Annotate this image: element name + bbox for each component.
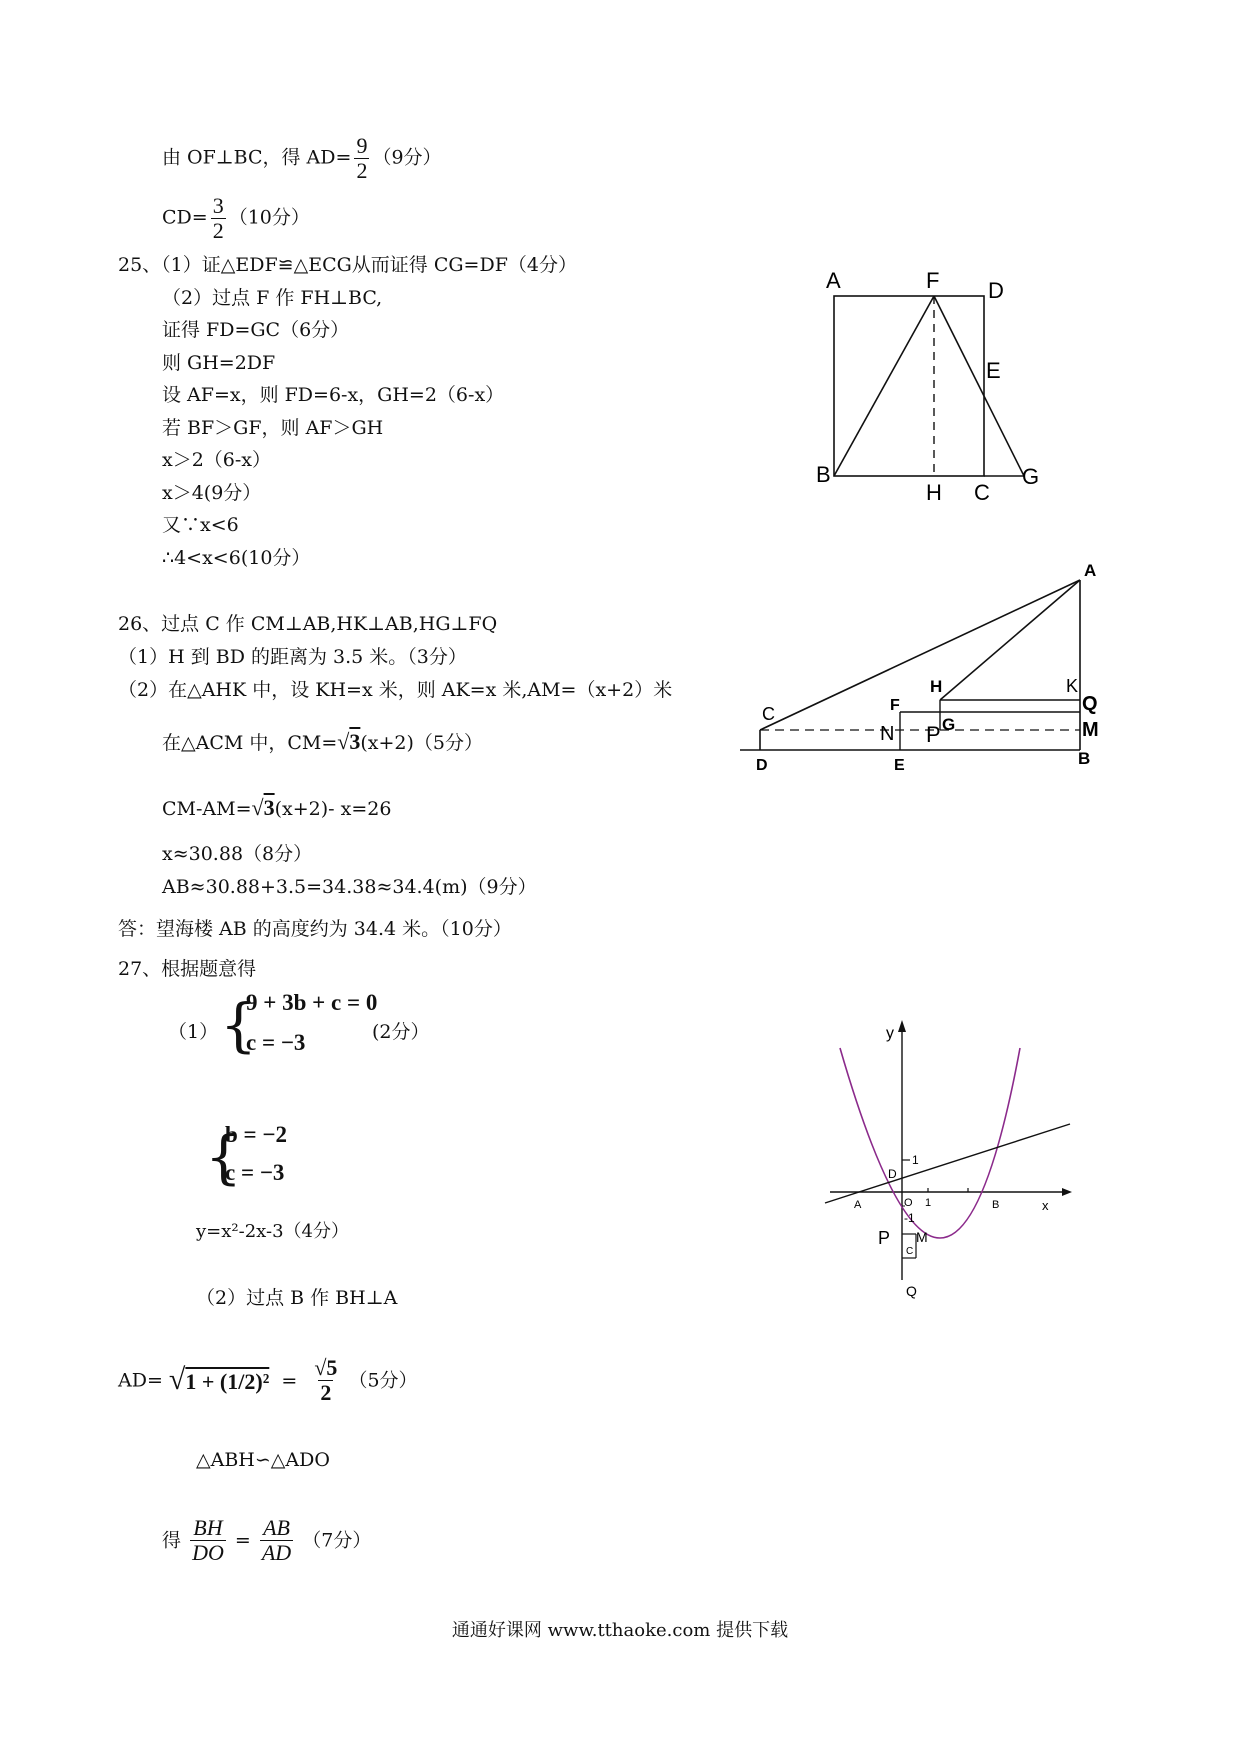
label-g: G (1022, 464, 1040, 489)
q26-line-6: x≈30.88（8分） (162, 843, 313, 865)
label-m: M (916, 1229, 928, 1245)
label-y-minus1: -1 (904, 1211, 915, 1225)
text: 在△ACM 中，CM= (162, 732, 338, 754)
label-m: M (1082, 719, 1099, 741)
q27-line-7 (162, 1516, 371, 1565)
label-y-1: 1 (912, 1153, 919, 1167)
denominator: 2 (320, 1380, 332, 1405)
q26-line-4 (162, 730, 483, 755)
numerator: √5 (314, 1355, 338, 1380)
label-o: O (904, 1197, 913, 1209)
fraction-ab-ad (260, 1516, 293, 1565)
numerator: AB (263, 1515, 290, 1540)
label-b: B (816, 462, 831, 487)
label-d: D (756, 757, 768, 774)
q27-part1-score: (2分） (372, 1021, 430, 1043)
label-k: K (1066, 676, 1079, 696)
left-brace: { (220, 991, 257, 1059)
label-c: C (762, 704, 775, 724)
denominator: DO (192, 1540, 224, 1565)
text: CM-AM= (162, 798, 252, 820)
q25-line-1: 25、（1）证△EDF≌△ECG从而证得 CG=DF（4分） (118, 254, 577, 276)
left-brace: { (205, 1123, 242, 1191)
numerator: 9 (356, 133, 368, 158)
fraction-sqrt5-2 (312, 1356, 339, 1405)
segment-ca (760, 580, 1080, 730)
text: （7分） (302, 1529, 372, 1552)
segment-fg (934, 296, 1024, 476)
q25-line-8: x＞4(9分） (162, 482, 262, 504)
sqrt-expression: √1 + (1/2)² (168, 1362, 270, 1396)
q26-line-8: 答：望海楼 AB 的高度约为 34.4 米。（10分） (118, 918, 512, 940)
label-p: P (878, 1228, 891, 1248)
equation-row-2: c = −3 (246, 1030, 306, 1055)
text: 得 (162, 1529, 182, 1552)
sqrt-3: √3 (337, 729, 361, 754)
square-abcd (834, 296, 984, 476)
label-f: F (926, 268, 940, 293)
label-e: E (894, 757, 905, 774)
q27-part1-label: （1） (168, 1021, 219, 1043)
label-x: x (1042, 1198, 1049, 1213)
text: CD= (162, 206, 208, 229)
q25-line-4: 则 GH=2DF (162, 352, 276, 374)
equation-system-2 (205, 1122, 325, 1202)
segment-bf (834, 296, 934, 476)
text: （9分） (372, 146, 442, 169)
label-f: F (890, 697, 900, 714)
radicand: 3 (263, 795, 275, 820)
label-c: C (906, 1246, 914, 1257)
text: (x+2)- x=26 (274, 798, 392, 820)
q25-line-10: ∴4<x<6(10分） (162, 547, 311, 569)
q26-line-5 (162, 796, 391, 821)
q26-line-2: （1）H 到 BD 的距离为 3.5 米。（3分） (118, 646, 467, 668)
page-footer: 通通好课网 www.tthaoke.com 提供下载 (451, 1620, 789, 1641)
label-b: B (992, 1199, 1000, 1211)
line-ad (162, 134, 442, 183)
radicand: 1 + (1/2)² (185, 1368, 270, 1394)
text: （5分） (348, 1369, 418, 1392)
segment-ha (940, 580, 1080, 700)
label-y: y (886, 1025, 894, 1042)
numerator: BH (193, 1515, 223, 1540)
fraction-bh-do (190, 1516, 226, 1565)
label-p: P (926, 722, 941, 747)
label-x-1: 1 (925, 1197, 932, 1209)
text: (x+2)（5分） (360, 732, 483, 754)
radicand: 3 (349, 729, 361, 754)
label-q: Q (1082, 693, 1098, 715)
label-n: N (880, 723, 895, 745)
q25-line-9: 又∵x<6 (162, 514, 239, 536)
label-q: Q (906, 1283, 917, 1299)
equation-row-2: c = −3 (225, 1160, 285, 1185)
x-axis-arrow (1062, 1188, 1072, 1196)
q25-line-3: 证得 FD=GC（6分） (162, 319, 350, 341)
denominator: 2 (212, 218, 224, 243)
fraction-9-2 (354, 134, 369, 183)
q27-line-1: 27、根据题意得 (118, 958, 257, 980)
numerator: 3 (212, 193, 224, 218)
label-a: A (854, 1199, 862, 1211)
denominator: AD (261, 1540, 292, 1565)
equation-row-1: 9 + 3b + c = 0 (246, 990, 378, 1015)
label-g: G (942, 715, 956, 734)
q27-line-4: （2）过点 B 作 BH⊥A (196, 1287, 398, 1309)
label-h: H (926, 480, 942, 502)
label-a: A (826, 268, 841, 293)
fraction-3-2 (211, 194, 226, 243)
text: （10分） (228, 206, 310, 229)
q25-line-5: 设 AF=x，则 FD=6-x，GH=2（6-x） (162, 384, 505, 406)
label-c: C (974, 480, 990, 502)
q26-line-1: 26、过点 C 作 CM⊥AB,HK⊥AB,HG⊥FQ (118, 613, 498, 635)
equation-row-1: b = −2 (225, 1122, 288, 1147)
label-d: D (988, 278, 1004, 303)
line-cd (162, 194, 310, 243)
figure-26-tower-diagram (740, 560, 1110, 780)
line-ad (825, 1124, 1070, 1203)
label-a: A (1084, 561, 1097, 580)
q25-line-7: x＞2（6-x） (162, 449, 272, 471)
q26-line-3: （2）在△AHK 中，设 KH=x 米，则 AK=x 米,AM=（x+2）米 (118, 679, 673, 701)
q25-line-6: 若 BF＞GF，则 AF＞GH (162, 417, 384, 439)
q27-line-5 (118, 1356, 418, 1405)
figure-25-square-diagram (810, 262, 1050, 502)
equals: = (234, 1529, 251, 1552)
q26-line-7: AB≈30.88+3.5=34.38≈34.4(m)（9分） (162, 876, 537, 898)
q27-line-3 (196, 1220, 349, 1244)
equals: = (281, 1369, 298, 1392)
y-axis-arrow (898, 1020, 906, 1032)
label-d: D (888, 1167, 897, 1181)
label-b: B (1078, 749, 1091, 768)
label-e: E (986, 358, 1001, 383)
q25-line-2: （2）过点 F 作 FH⊥BC, (162, 287, 383, 309)
label-h: H (930, 677, 943, 696)
sqrt-3: √3 (251, 795, 275, 820)
text: 由 OF⊥BC，得 AD= (162, 146, 352, 169)
denominator: 2 (356, 158, 368, 183)
text: AD= (118, 1369, 163, 1392)
q27-line-6: △ABH∽△ADO (196, 1449, 330, 1471)
figure-27-parabola-graph (820, 1018, 1080, 1308)
text: y=x²-2x-3（4分） (196, 1221, 349, 1242)
